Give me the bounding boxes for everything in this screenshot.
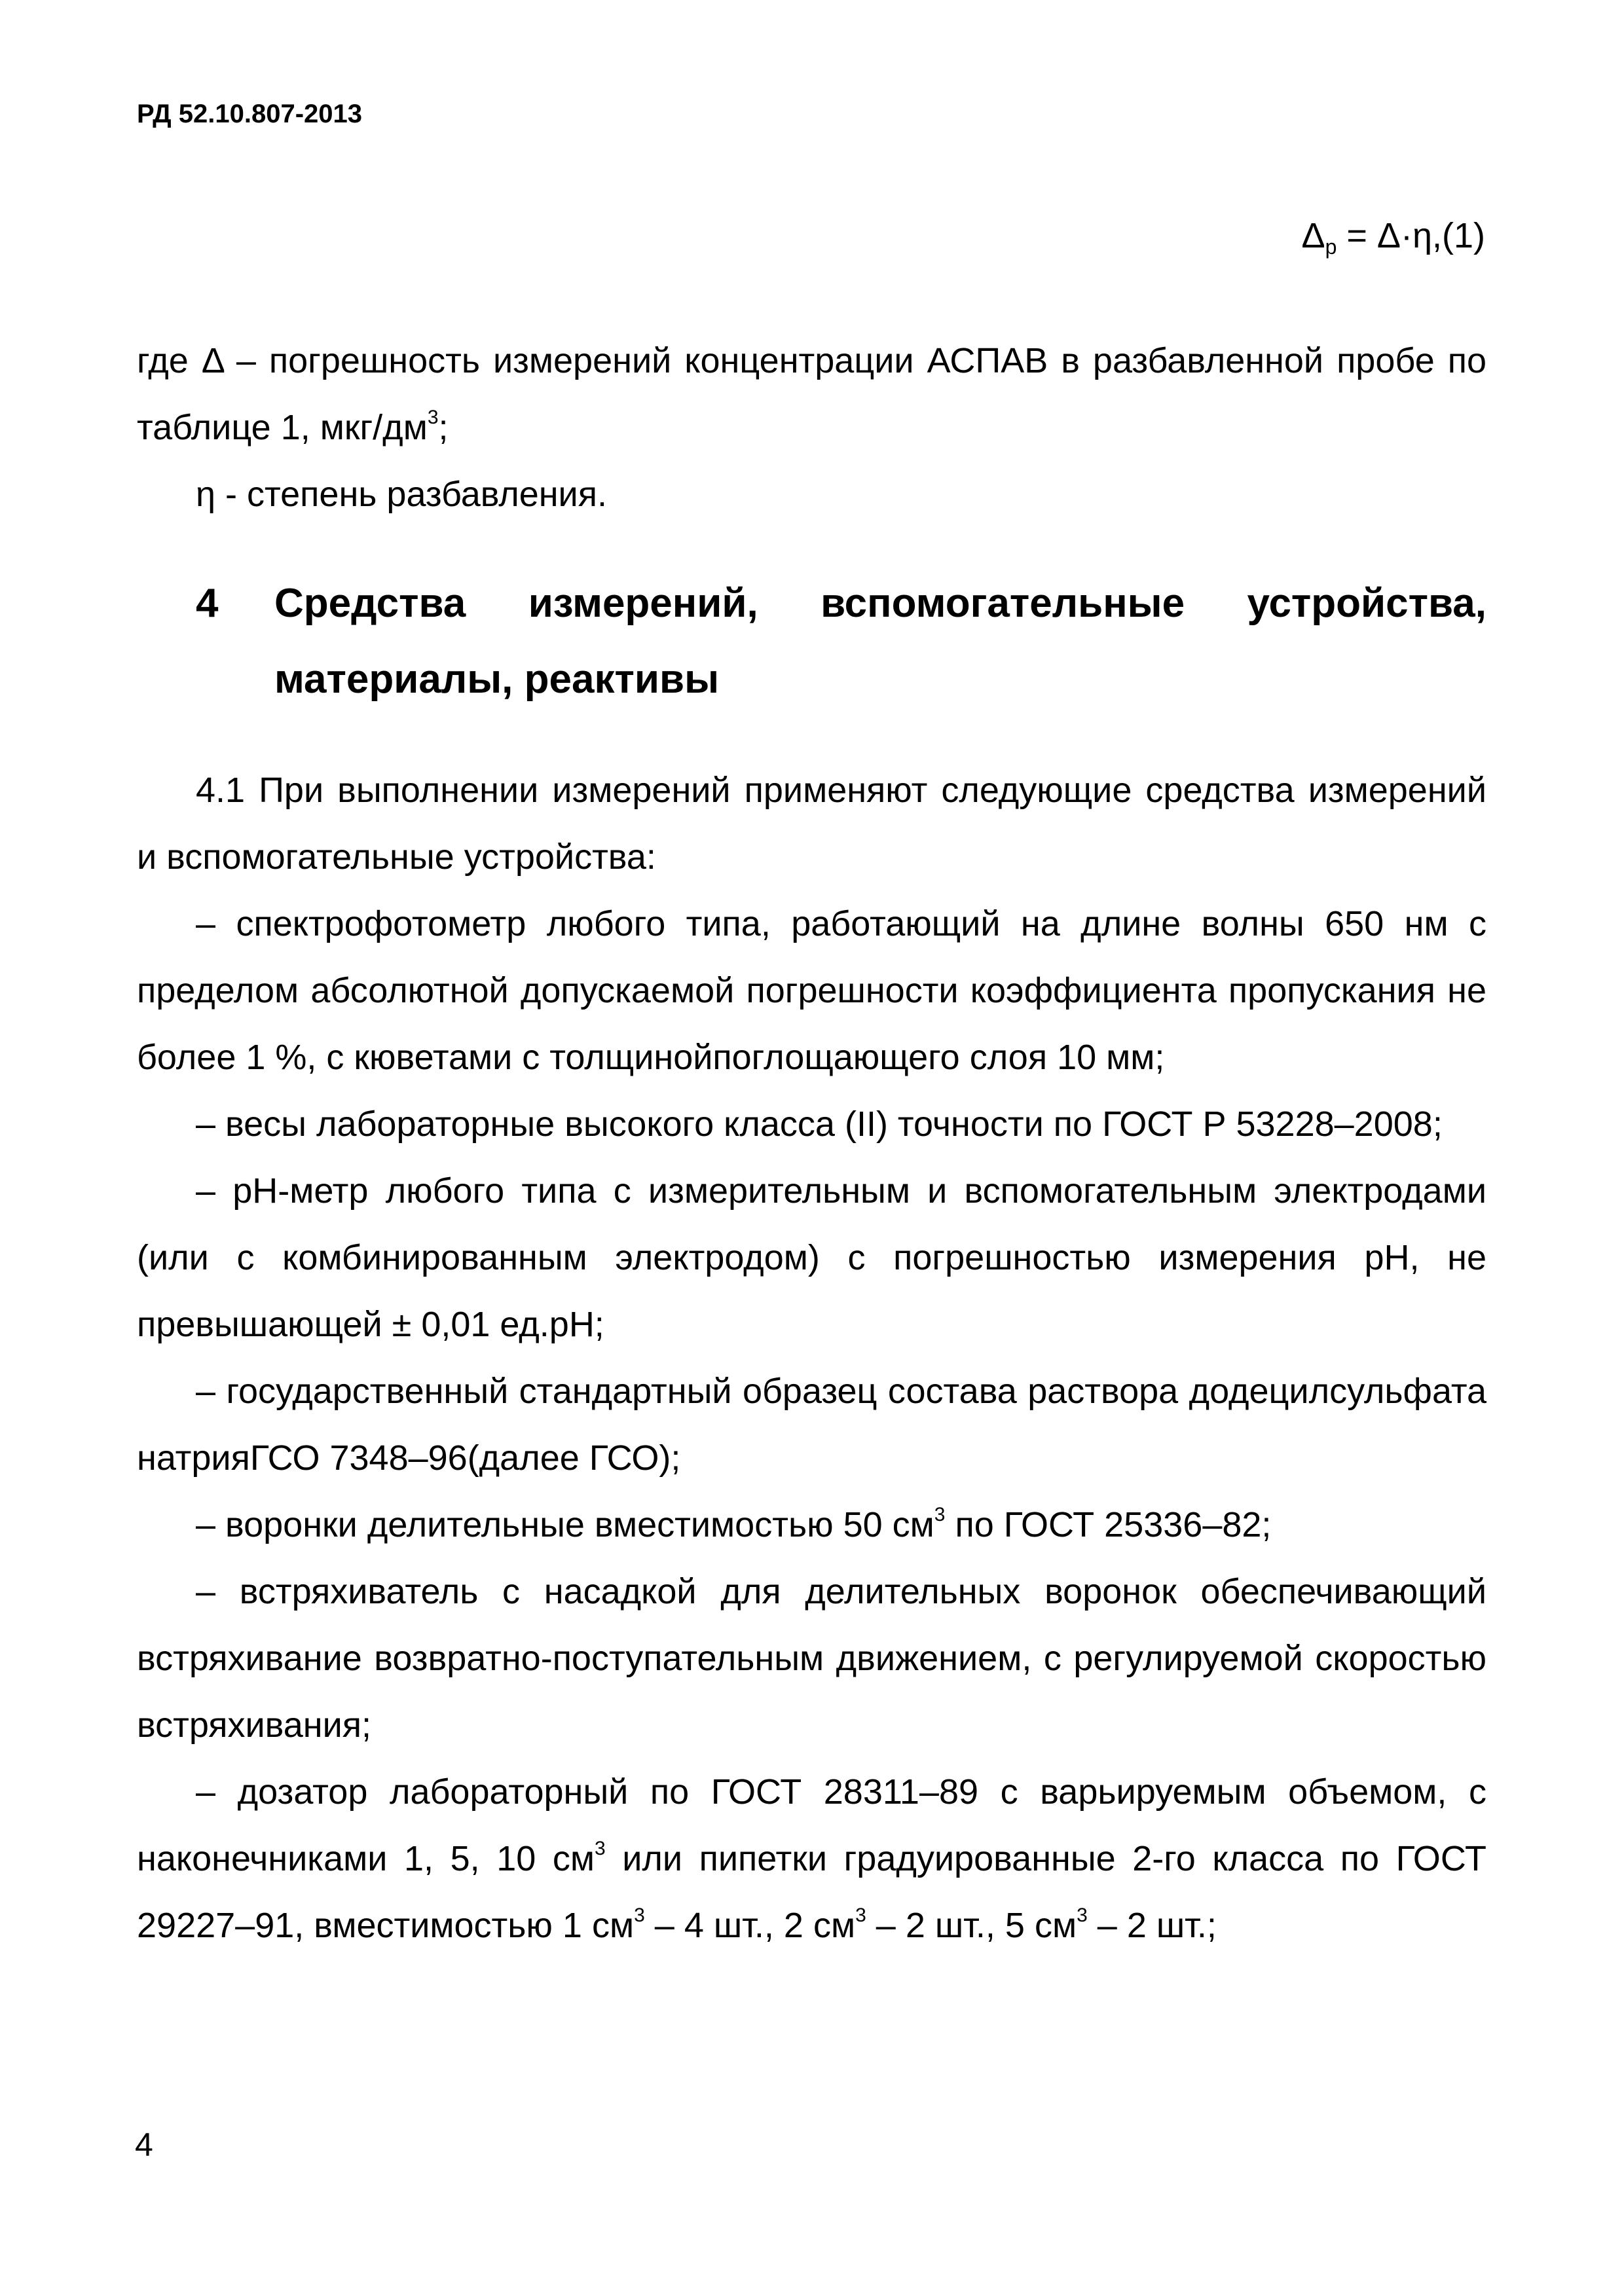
superscript: 3 [934,1504,946,1525]
where-clause-eta: η - степень разбавления. [196,475,607,514]
list-item-ph-meter: – pH-метр любого типа с измерительным и вспомогательным электродами (или с комбинированным электродом) с погрешностью измерения pH, не превышающей ± 0,01 ед.pH; [137,1171,1486,1344]
list-item-spectrophotometer: – спектрофотометр любого типа, работающий на длине волны 650 нм с пределом абсолютной допускаемой погрешности коэффициента пропускания не более 1 %, с кюветами с толщинойпоглощающего слоя 10 мм; [137,904,1486,1077]
dispenser-text-b: или пипетки градуированные 2-го класса по ГОСТ 29227–91, вместимостью 1 см [137,1839,1487,1945]
list-item-dispenser [137,1758,1486,1959]
superscript: 3 [594,1838,606,1859]
section-title: Средства измерений, вспомогательные устройства, материалы, реактивы [274,581,1486,702]
formula-lhs: Δ [1301,216,1325,255]
where-delta-text: где Δ – погрешность измерений концентрации АСПАВ в разбавленной пробе по таблице 1, мкг/дм [137,341,1486,447]
formula-rhs: = Δ·η,(1) [1337,216,1485,255]
where-delta-end: ; [438,408,449,447]
dispenser-text-d: – 2 шт., 5 см [866,1906,1077,1945]
superscript: 3 [855,1904,866,1926]
funnels-text: – воронки делительные вместимостью 50 см [196,1505,934,1544]
formula [1301,215,1485,257]
section-number: 4 [196,581,219,626]
paragraph-4-1: 4.1 При выполнении измерений применяют следующие средства измерений и вспомогательные устройства: [137,771,1486,877]
document-header: РД 52.10.807-2013 [137,100,363,128]
funnels-text-end: по ГОСТ 25336–82; [945,1505,1272,1544]
page-number: 4 [135,2126,153,2163]
list-item-scales: – весы лабораторные высокого класса (II) точности по ГОСТ Р 53228–2008; [196,1104,1443,1144]
dispenser-text-a: – дозатор лабораторный по ГОСТ 28311–89 с варьируемым объемом, с наконечниками 1, 5, 10 см [137,1772,1486,1878]
list-item-funnels [137,1491,1486,1558]
where-clause-delta [137,327,1486,461]
superscript: 3 [427,407,439,428]
section-heading [137,566,1486,718]
list-item-standard-sample: – государственный стандартный образец состава раствора додецилсульфата натрияГСО 7348–96(далее ГСО); [137,1372,1486,1478]
document-body [137,327,1486,1959]
list-item-shaker: – встряхиватель с насадкой для делительных воронок обеспечивающий встряхивание возвратно-поступательным движением, с регулируемой скоростью встряхивания; [137,1572,1486,1745]
dispenser-text-c: – 4 шт., 2 см [644,1906,856,1945]
formula-lhs-subscript: р [1325,235,1337,259]
superscript: 3 [1077,1904,1088,1926]
dispenser-text-e: – 2 шт.; [1087,1906,1217,1945]
superscript: 3 [634,1904,645,1926]
